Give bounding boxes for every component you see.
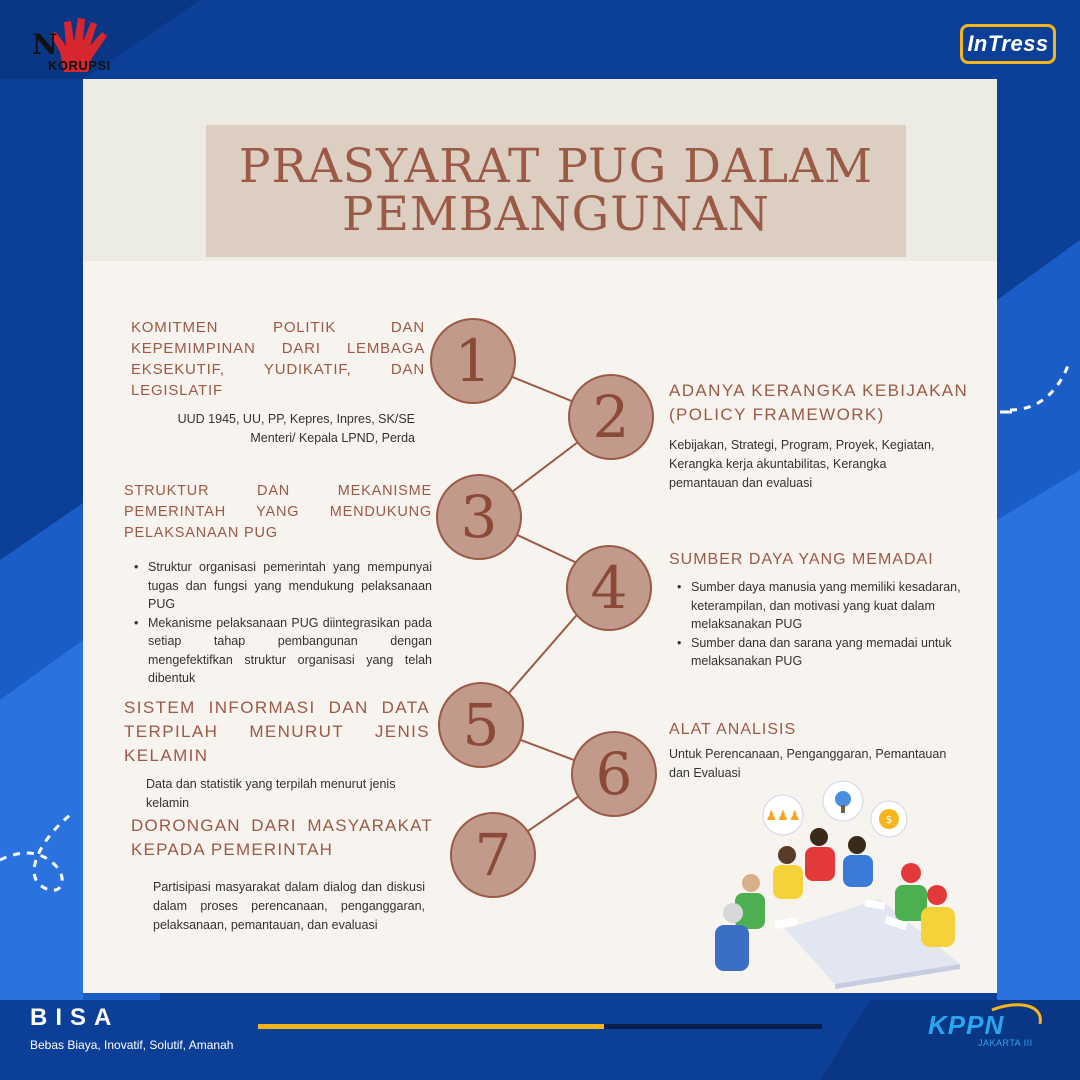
discussion-illustration [715, 779, 975, 989]
footer-divider-dark [604, 1024, 822, 1029]
step-6 [669, 718, 969, 783]
intress-logo [960, 24, 1056, 64]
step-number-5: 5 [438, 682, 524, 768]
step-4-heading: SUMBER DAYA YANG MEMADAI [669, 551, 934, 568]
step-3-bullet-2: • Mekanisme pelaksanaan PUG diintegrasikan pada setiap tahap pembangunan dengan mengefektifkan struktur organisasi yang telah dibentuk [130, 614, 432, 688]
step-7-body: Partisipasi masyarakat dalam dialog dan diskusi dalam proses perencanaan, penganggaran, pelaksanaan, pemantauan, dan evaluasi [153, 880, 425, 932]
step-number-2: 2 [568, 374, 654, 460]
step-1-body: UUD 1945, UU, PP, Kepres, Inpres, SK/SE Menteri/ Kepala LPND, Perda [177, 412, 415, 445]
svg-text:♟♟♟: ♟♟♟ [765, 809, 801, 824]
step-3-heading: STRUKTUR DAN MEKANISME PEMERINTAH YANG MENDUKUNG PELAKSANAAN PUG [124, 483, 432, 541]
step-5 [124, 696, 430, 813]
title-line-1: PRASYARAT PUG DALAM [238, 139, 874, 194]
step-2-body: Kebijakan, Strategi, Program, Proyek, Kegiatan, Kerangka kerja akuntabilitas, Kerangka pemantauan dan evaluasi [669, 438, 935, 490]
step-4 [669, 548, 979, 671]
step-2 [669, 379, 969, 493]
step-3-bullet-1: • Struktur organisasi pemerintah yang mempunyai tugas dan fungsi yang mendukung pelaksanaan PUG [130, 558, 432, 614]
step-4-bullets [669, 578, 979, 671]
footer-brand-name: BISA [30, 1004, 120, 1031]
step-5-body: Data dan statistik yang terpilah menurut jenis kelamin [146, 777, 396, 810]
footer-tagline: Bebas Biaya, Inovatif, Solutif, Amanah [30, 1038, 234, 1052]
step-2-heading-line-2: (POLICY FRAMEWORK) [669, 405, 885, 424]
step-1-heading: KOMITMEN POLITIK DAN KEPEMIMPINAN DARI LEMBAGA EKSEKUTIF, YUDIKATIF, DAN LEGISLATIF [131, 319, 425, 399]
kppn-logo [922, 1002, 1050, 1052]
step-7-heading: DORONGAN DARI MASYARAKAT KEPADA PEMERINTAH [131, 816, 433, 859]
step-number-3: 3 [436, 474, 522, 560]
footer-divider-gold [258, 1024, 604, 1029]
step-number-7: 7 [450, 812, 536, 898]
step-3-bullets [124, 558, 432, 688]
step-number-4: 4 [566, 545, 652, 631]
no-korupsi-logo [26, 14, 126, 76]
step-2-heading [669, 379, 969, 427]
step-number-6: 6 [571, 731, 657, 817]
kppn-logo-text: KPPN [928, 1010, 1005, 1040]
step-4-bullet-1: • Sumber daya manusia yang memiliki kesadaran, keterampilan, dan motivasi yang kuat dalam melaksanakan PUG [673, 578, 979, 634]
step-number-1: 1 [430, 318, 516, 404]
kppn-logo-subtext: JAKARTA III [978, 1038, 1033, 1048]
step-1 [131, 317, 425, 448]
step-6-body: Untuk Perencanaan, Penganggaran, Pemantauan dan Evaluasi [669, 747, 947, 780]
step-4-bullet-2: • Sumber dana dan sarana yang memadai untuk melaksanakan PUG [673, 634, 979, 671]
title-line-2: PEMBANGUNAN [341, 187, 770, 242]
infographic-card [83, 79, 997, 993]
svg-text:$: $ [885, 813, 893, 826]
intress-logo-text: InTress [967, 31, 1049, 56]
step-7 [131, 814, 433, 935]
step-6-heading: ALAT ANALISIS [669, 721, 797, 738]
step-5-heading: SISTEM INFORMASI DAN DATA TERPILAH MENURUT JENIS KELAMIN [124, 698, 430, 765]
step-2-heading-line-1: ADANYA KERANGKA KEBIJAKAN [669, 381, 969, 400]
logo-letter-n: N [32, 28, 58, 61]
step-3 [124, 481, 432, 688]
logo-word: KORUPSI [48, 58, 111, 73]
footer-brand [30, 1004, 270, 1052]
